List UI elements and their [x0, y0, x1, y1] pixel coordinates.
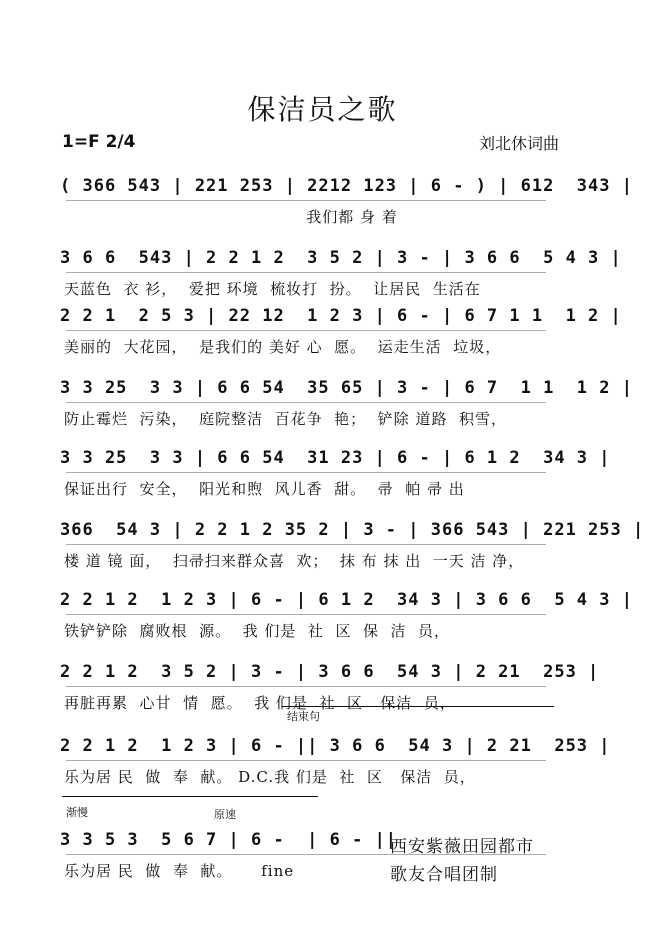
beam-underline: [66, 760, 546, 761]
beam-underline: [66, 686, 546, 687]
slow-mark: 渐慢: [66, 806, 88, 819]
lyric-line: 保证出行 安全， 阳光和煦 风儿香 甜。 帚 帕 帚 出: [64, 480, 465, 498]
beam-underline: [66, 272, 546, 273]
ending-bracket: [282, 706, 554, 715]
slow-bracket: [62, 796, 318, 805]
notation-line: 2 2 1 2 3 5 2 | 3 - | 3 6 6 54 3 | 2 21 253 |: [60, 662, 600, 682]
notation-line: 2 2 1 2 5 3 | 22 12 1 2 3 | 6 - | 6 7 1 1 1 2 |: [60, 306, 622, 326]
beam-underline: [66, 402, 546, 403]
notation-line: 3 3 5 3 5 6 7 | 6 - | 6 - ||: [60, 830, 398, 850]
lyric-line: 乐为居 民 做 奉 献。 D.C.我 们是 社 区 保洁 员，: [64, 768, 476, 786]
ending-mark: 结束句: [287, 710, 320, 723]
notation-line: 3 3 25 3 3 | 6 6 54 31 23 | 6 - | 6 1 2 34 3 |: [60, 448, 611, 468]
beam-underline: [66, 200, 546, 201]
lyric-line: 再脏再累 心甘 情 愿。 我 们是 社 区 保洁 员，: [64, 694, 456, 712]
key-signature: 1=F 2/4: [62, 132, 136, 152]
notation-line: 3 3 25 3 3 | 6 6 54 35 65 | 3 - | 6 7 1 1 1 2 |: [60, 378, 633, 398]
lyric-line: 我们都 身 着: [64, 208, 398, 226]
lyric-line: 乐为居 民 做 奉 献。 fine: [64, 862, 295, 880]
lyric-line: 铁铲铲除 腐败根 源。 我 们是 社 区 保 洁 员，: [64, 622, 451, 640]
tempo-mark: 原速: [214, 808, 236, 821]
song-title: 保洁员之歌: [247, 93, 398, 126]
lyric-line: 美丽的 大花园， 是我们的 美好 心 愿。 运走生活 垃圾，: [64, 338, 502, 356]
lyric-line: 天蓝色 衣 衫， 爱把 环境 梳妆打 扮。 让居民 生活在: [64, 280, 481, 298]
beam-underline: [66, 330, 546, 331]
author-credit: 刘北休词曲: [478, 134, 559, 153]
lyric-line: 防止霉烂 污染， 庭院整洁 百花争 艳； 铲除 道路 积雪，: [64, 410, 507, 428]
notation-line: 2 2 1 2 1 2 3 | 6 - | 6 1 2 34 3 | 3 6 6 5 4 3 |: [60, 590, 633, 610]
beam-underline: [66, 472, 546, 473]
notation-line: ( 366 543 | 221 253 | 2212 123 | 6 - ) | 612 343 |: [60, 176, 633, 196]
notation-line: 3 6 6 543 | 2 2 1 2 3 5 2 | 3 - | 3 6 6 5 4 3 |: [60, 248, 622, 268]
beam-underline: [66, 614, 546, 615]
notation-line: 366 54 3 | 2 2 1 2 35 2 | 3 - | 366 543 | 221 253 |: [60, 520, 645, 540]
notation-line: 2 2 1 2 1 2 3 | 6 - || 3 6 6 54 3 | 2 21 253 |: [60, 736, 611, 756]
lyric-line: 楼 道 镜 面， 扫帚扫来群众喜 欢； 抹 布 抹 出 一天 洁 净，: [64, 552, 525, 570]
beam-underline: [66, 544, 546, 545]
credit-line-2: 歌友合唱团制: [390, 865, 498, 885]
credit-line-1: 西安紫薇田园都市: [390, 837, 534, 857]
